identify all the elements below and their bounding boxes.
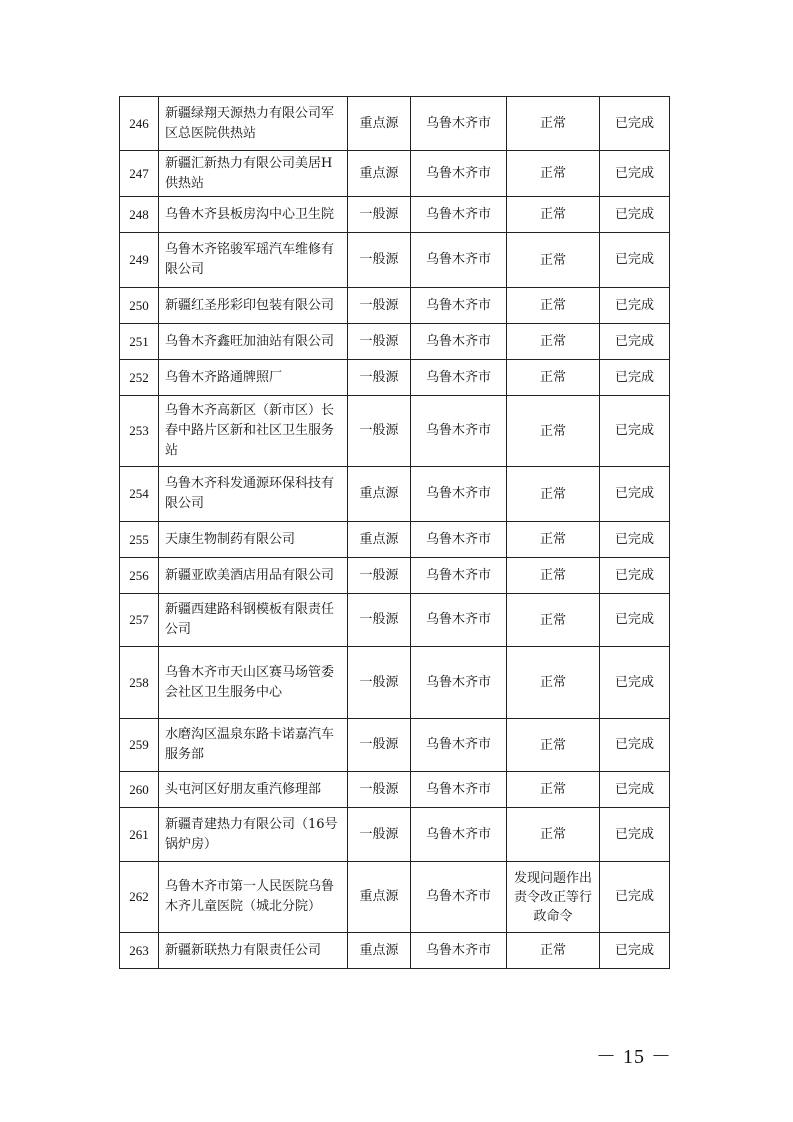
table-row [120, 467, 670, 522]
facility-name-cell: 乌鲁木齐科发通源环保科技有限公司 [159, 467, 348, 522]
row-number-cell: 246 [120, 97, 159, 151]
inspection-result-cell: 发现问题作出责令改正等行政命令 [507, 862, 600, 933]
source-type-cell: 一般源 [348, 233, 411, 288]
table-row [120, 772, 670, 808]
facility-name-cell: 乌鲁木齐鑫旺加油站有限公司 [159, 324, 348, 360]
completion-status-cell: 已完成 [600, 467, 670, 522]
source-type-cell: 一般源 [348, 360, 411, 396]
table-row [120, 933, 670, 969]
row-number-cell: 259 [120, 719, 159, 772]
table-row [120, 197, 670, 233]
completion-status-cell: 已完成 [600, 360, 670, 396]
city-cell: 乌鲁木齐市 [411, 396, 507, 467]
city-cell: 乌鲁木齐市 [411, 467, 507, 522]
source-type-cell: 一般源 [348, 808, 411, 862]
source-type-cell: 一般源 [348, 772, 411, 808]
row-number-cell: 253 [120, 396, 159, 467]
city-cell: 乌鲁木齐市 [411, 522, 507, 558]
row-number-cell: 254 [120, 467, 159, 522]
monitoring-table [119, 96, 670, 969]
source-type-cell: 一般源 [348, 594, 411, 647]
city-cell: 乌鲁木齐市 [411, 151, 507, 197]
facility-name-cell: 新疆亚欧美酒店用品有限公司 [159, 558, 348, 594]
city-cell: 乌鲁木齐市 [411, 288, 507, 324]
completion-status-cell: 已完成 [600, 151, 670, 197]
source-type-cell: 一般源 [348, 288, 411, 324]
inspection-result-cell: 正常 [507, 288, 600, 324]
city-cell: 乌鲁木齐市 [411, 772, 507, 808]
completion-status-cell: 已完成 [600, 647, 670, 719]
source-type-cell: 一般源 [348, 558, 411, 594]
row-number-cell: 249 [120, 233, 159, 288]
table-row [120, 233, 670, 288]
inspection-result-cell: 正常 [507, 233, 600, 288]
inspection-result-cell: 正常 [507, 97, 600, 151]
completion-status-cell: 已完成 [600, 933, 670, 969]
completion-status-cell: 已完成 [600, 772, 670, 808]
table-row [120, 808, 670, 862]
row-number-cell: 250 [120, 288, 159, 324]
row-number-cell: 260 [120, 772, 159, 808]
table-body [120, 97, 670, 969]
row-number-cell: 263 [120, 933, 159, 969]
inspection-result-cell: 正常 [507, 933, 600, 969]
facility-name-cell: 乌鲁木齐路通牌照厂 [159, 360, 348, 396]
source-type-cell: 重点源 [348, 151, 411, 197]
inspection-result-cell: 正常 [507, 719, 600, 772]
table-row [120, 324, 670, 360]
row-number-cell: 252 [120, 360, 159, 396]
inspection-result-cell: 正常 [507, 647, 600, 719]
inspection-result-cell: 正常 [507, 467, 600, 522]
city-cell: 乌鲁木齐市 [411, 647, 507, 719]
row-number-cell: 261 [120, 808, 159, 862]
completion-status-cell: 已完成 [600, 808, 670, 862]
source-type-cell: 一般源 [348, 324, 411, 360]
completion-status-cell: 已完成 [600, 719, 670, 772]
completion-status-cell: 已完成 [600, 288, 670, 324]
table-row [120, 97, 670, 151]
table-row [120, 288, 670, 324]
inspection-result-cell: 正常 [507, 396, 600, 467]
inspection-result-cell: 正常 [507, 324, 600, 360]
row-number-cell: 262 [120, 862, 159, 933]
facility-name-cell: 新疆汇新热力有限公司美居H供热站 [159, 151, 348, 197]
city-cell: 乌鲁木齐市 [411, 808, 507, 862]
city-cell: 乌鲁木齐市 [411, 558, 507, 594]
completion-status-cell: 已完成 [600, 594, 670, 647]
source-type-cell: 一般源 [348, 719, 411, 772]
source-type-cell: 重点源 [348, 933, 411, 969]
city-cell: 乌鲁木齐市 [411, 933, 507, 969]
city-cell: 乌鲁木齐市 [411, 360, 507, 396]
inspection-result-cell: 正常 [507, 360, 600, 396]
table-row [120, 360, 670, 396]
source-type-cell: 一般源 [348, 197, 411, 233]
table-row [120, 719, 670, 772]
city-cell: 乌鲁木齐市 [411, 324, 507, 360]
facility-name-cell: 乌鲁木齐县板房沟中心卫生院 [159, 197, 348, 233]
page-number: － 15 － [596, 1046, 672, 1068]
table-row [120, 594, 670, 647]
row-number-cell: 255 [120, 522, 159, 558]
inspection-result-cell: 正常 [507, 808, 600, 862]
facility-name-cell: 天康生物制药有限公司 [159, 522, 348, 558]
completion-status-cell: 已完成 [600, 558, 670, 594]
city-cell: 乌鲁木齐市 [411, 719, 507, 772]
completion-status-cell: 已完成 [600, 396, 670, 467]
city-cell: 乌鲁木齐市 [411, 862, 507, 933]
facility-name-cell: 新疆新联热力有限责任公司 [159, 933, 348, 969]
facility-name-cell: 乌鲁木齐高新区（新市区）长春中路片区新和社区卫生服务站 [159, 396, 348, 467]
table-row [120, 522, 670, 558]
city-cell: 乌鲁木齐市 [411, 233, 507, 288]
source-type-cell: 重点源 [348, 97, 411, 151]
completion-status-cell: 已完成 [600, 233, 670, 288]
facility-name-cell: 新疆绿翔天源热力有限公司军区总医院供热站 [159, 97, 348, 151]
source-type-cell: 一般源 [348, 647, 411, 719]
completion-status-cell: 已完成 [600, 862, 670, 933]
source-type-cell: 一般源 [348, 396, 411, 467]
facility-name-cell: 乌鲁木齐市第一人民医院乌鲁木齐儿童医院（城北分院） [159, 862, 348, 933]
facility-name-cell: 新疆红圣彤彩印包装有限公司 [159, 288, 348, 324]
table-row [120, 396, 670, 467]
facility-name-cell: 水磨沟区温泉东路卡诺嘉汽车服务部 [159, 719, 348, 772]
completion-status-cell: 已完成 [600, 197, 670, 233]
city-cell: 乌鲁木齐市 [411, 97, 507, 151]
completion-status-cell: 已完成 [600, 97, 670, 151]
completion-status-cell: 已完成 [600, 324, 670, 360]
inspection-result-cell: 正常 [507, 151, 600, 197]
city-cell: 乌鲁木齐市 [411, 197, 507, 233]
inspection-result-cell: 正常 [507, 522, 600, 558]
facility-name-cell: 乌鲁木齐市天山区赛马场管委会社区卫生服务中心 [159, 647, 348, 719]
table-row [120, 862, 670, 933]
inspection-result-cell: 正常 [507, 594, 600, 647]
facility-name-cell: 新疆西建路科钢模板有限责任公司 [159, 594, 348, 647]
city-cell: 乌鲁木齐市 [411, 594, 507, 647]
source-type-cell: 重点源 [348, 467, 411, 522]
table-row [120, 151, 670, 197]
inspection-result-cell: 正常 [507, 772, 600, 808]
row-number-cell: 248 [120, 197, 159, 233]
row-number-cell: 256 [120, 558, 159, 594]
source-type-cell: 重点源 [348, 522, 411, 558]
row-number-cell: 251 [120, 324, 159, 360]
facility-name-cell: 乌鲁木齐铭骏军瑶汽车维修有限公司 [159, 233, 348, 288]
completion-status-cell: 已完成 [600, 522, 670, 558]
source-type-cell: 重点源 [348, 862, 411, 933]
inspection-result-cell: 正常 [507, 558, 600, 594]
row-number-cell: 258 [120, 647, 159, 719]
facility-name-cell: 头屯河区好朋友重汽修理部 [159, 772, 348, 808]
row-number-cell: 247 [120, 151, 159, 197]
inspection-result-cell: 正常 [507, 197, 600, 233]
table-row [120, 558, 670, 594]
table-row [120, 647, 670, 719]
facility-name-cell: 新疆青建热力有限公司（16号锅炉房） [159, 808, 348, 862]
row-number-cell: 257 [120, 594, 159, 647]
